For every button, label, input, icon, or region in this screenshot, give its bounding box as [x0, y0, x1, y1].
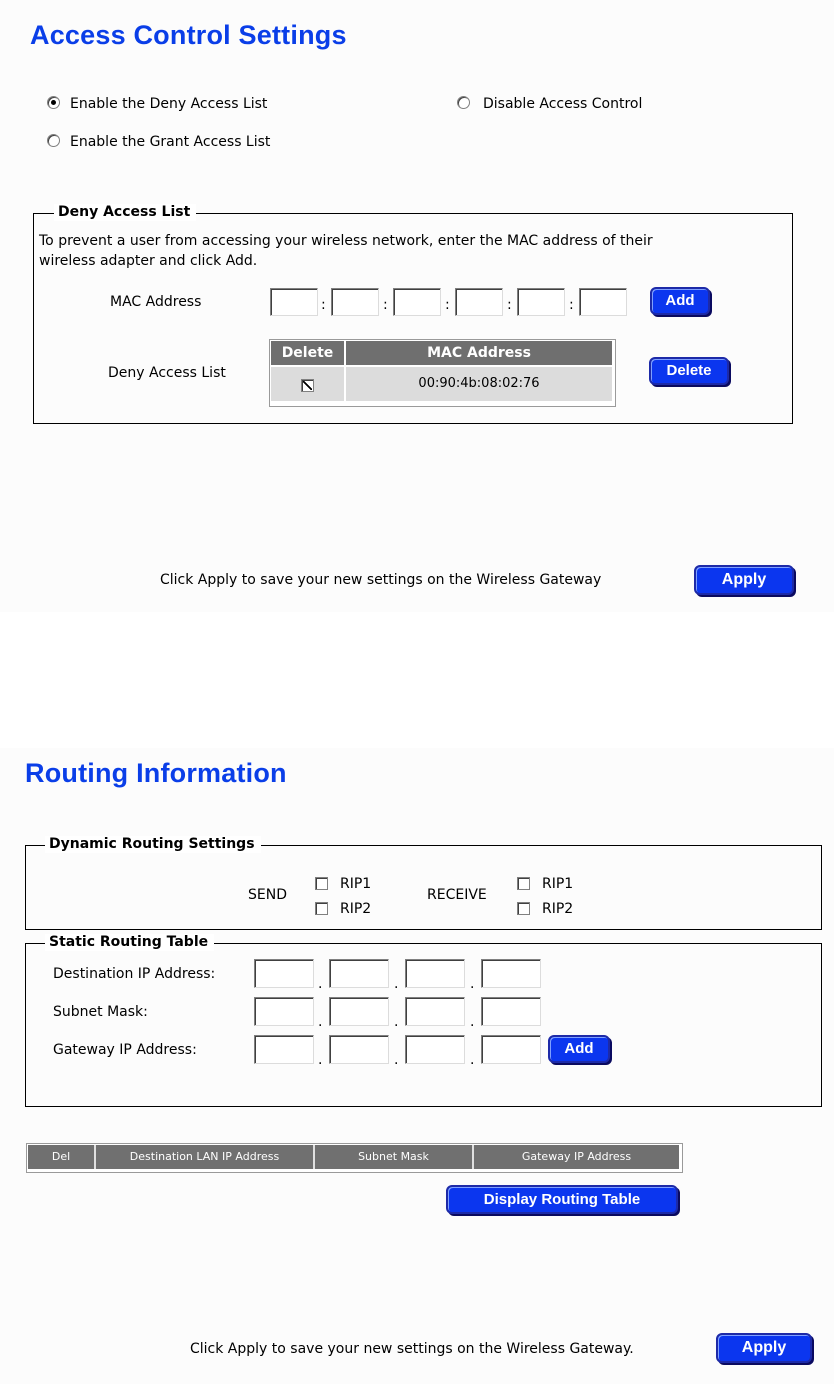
- ip-separator: .: [318, 1014, 323, 1030]
- radio-enable-grant[interactable]: [47, 134, 60, 147]
- ip-separator: .: [394, 1052, 399, 1068]
- send-rip1-label: RIP1: [340, 876, 372, 892]
- add-mac-button[interactable]: Add: [650, 287, 710, 315]
- destination-ip-octet-1[interactable]: [254, 959, 314, 988]
- routing-table-header-destination: Destination LAN IP Address: [96, 1145, 315, 1169]
- mac-address-label: MAC Address: [110, 294, 202, 310]
- routing-apply-button[interactable]: Apply: [716, 1333, 812, 1363]
- mac-octet-1[interactable]: [270, 288, 318, 316]
- static-routing-legend: Static Routing Table: [45, 934, 214, 951]
- delete-button[interactable]: Delete: [649, 357, 729, 385]
- destination-ip-label: Destination IP Address:: [53, 966, 216, 982]
- receive-rip2-label: RIP2: [542, 901, 574, 917]
- mac-octet-3[interactable]: [393, 288, 441, 316]
- gateway-ip-octet-2[interactable]: [329, 1035, 389, 1064]
- ip-separator: .: [318, 1052, 323, 1068]
- add-route-button[interactable]: Add: [548, 1035, 610, 1063]
- deny-list-label: Deny Access List: [108, 365, 226, 381]
- destination-ip-octet-2[interactable]: [329, 959, 389, 988]
- routing-title: Routing Information: [25, 758, 287, 788]
- access-apply-button[interactable]: Apply: [694, 565, 794, 595]
- routing-table-header-del: Del: [28, 1145, 96, 1169]
- destination-ip-octet-3[interactable]: [405, 959, 465, 988]
- deny-description-line1: To prevent a user from accessing your wireless network, enter the MAC address of their: [39, 233, 653, 249]
- send-label: SEND: [248, 887, 287, 903]
- radio-enable-deny-label: Enable the Deny Access List: [70, 96, 268, 112]
- radio-enable-deny[interactable]: [47, 96, 60, 109]
- ip-separator: .: [394, 976, 399, 992]
- mac-separator: :: [445, 297, 450, 313]
- routing-table-header-gateway: Gateway IP Address: [474, 1145, 679, 1169]
- deny-access-legend: Deny Access List: [54, 204, 196, 221]
- ip-separator: .: [470, 1052, 475, 1068]
- radio-disable-access[interactable]: [457, 96, 470, 109]
- mac-separator: :: [569, 297, 574, 313]
- access-apply-text: Click Apply to save your new settings on the Wireless Gateway: [160, 572, 602, 588]
- subnet-mask-label: Subnet Mask:: [53, 1004, 148, 1020]
- mac-octet-4[interactable]: [455, 288, 503, 316]
- send-rip2-label: RIP2: [340, 901, 372, 917]
- access-title: Access Control Settings: [30, 20, 347, 50]
- ip-separator: .: [394, 1014, 399, 1030]
- receive-rip1-label: RIP1: [542, 876, 574, 892]
- send-rip2-checkbox[interactable]: [315, 902, 328, 915]
- ip-separator: .: [318, 976, 323, 992]
- gateway-ip-octet-4[interactable]: [481, 1035, 541, 1064]
- routing-table-header-subnet: Subnet Mask: [315, 1145, 474, 1169]
- deny-table-header-delete: Delete: [271, 341, 344, 365]
- mac-separator: :: [321, 297, 326, 313]
- gateway-ip-label: Gateway IP Address:: [53, 1042, 197, 1058]
- subnet-mask-octet-1[interactable]: [254, 997, 314, 1026]
- radio-disable-access-label: Disable Access Control: [483, 96, 643, 112]
- deny-table-header-mac: MAC Address: [346, 341, 612, 365]
- delete-row-checkbox[interactable]: [301, 379, 314, 392]
- subnet-mask-octet-4[interactable]: [481, 997, 541, 1026]
- routing-apply-text: Click Apply to save your new settings on the Wireless Gateway.: [190, 1341, 634, 1357]
- mac-octet-5[interactable]: [517, 288, 565, 316]
- mac-octet-6[interactable]: [579, 288, 627, 316]
- destination-ip-octet-4[interactable]: [481, 959, 541, 988]
- radio-enable-grant-label: Enable the Grant Access List: [70, 134, 271, 150]
- send-rip1-checkbox[interactable]: [315, 877, 328, 890]
- dynamic-routing-legend: Dynamic Routing Settings: [45, 836, 261, 853]
- display-routing-table-button[interactable]: Display Routing Table: [446, 1185, 678, 1214]
- gateway-ip-octet-1[interactable]: [254, 1035, 314, 1064]
- dynamic-routing-group: [25, 845, 822, 930]
- mac-separator: :: [383, 297, 388, 313]
- mac-octet-2[interactable]: [331, 288, 379, 316]
- subnet-mask-octet-2[interactable]: [329, 997, 389, 1026]
- subnet-mask-octet-3[interactable]: [405, 997, 465, 1026]
- receive-rip1-checkbox[interactable]: [517, 877, 530, 890]
- deny-table-row-mac: 00:90:4b:08:02:76: [346, 367, 612, 401]
- ip-separator: .: [470, 976, 475, 992]
- ip-separator: .: [470, 1014, 475, 1030]
- mac-separator: :: [507, 297, 512, 313]
- receive-label: RECEIVE: [427, 887, 487, 903]
- deny-description-line2: wireless adapter and click Add.: [39, 253, 258, 269]
- receive-rip2-checkbox[interactable]: [517, 902, 530, 915]
- gateway-ip-octet-3[interactable]: [405, 1035, 465, 1064]
